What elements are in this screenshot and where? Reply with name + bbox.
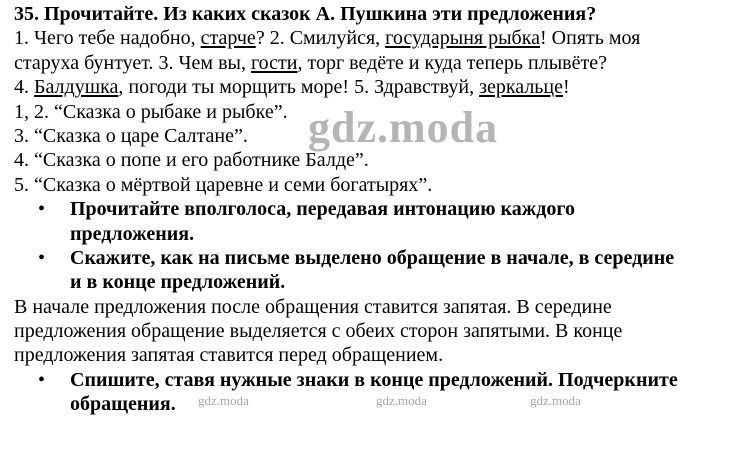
answer-line: 4. “Сказка о попе и его работнике Балде”. [14,149,369,172]
sentences-block [14,26,730,99]
task-text: предложения. [70,222,195,245]
sentence-text: старуха бунтует. 3. Чем вы, [14,51,251,74]
address-underlined: гости [250,51,298,74]
task-text: Спишите, ставя нужные знаки в конце предложений. Подчеркните [70,368,678,391]
sentence-text: ? 2. Смилуйся, [255,27,386,50]
bullet-dot: • [38,198,46,221]
answer-line: 5. “Сказка о мёртвой царевне и семи богатырях”. [14,173,433,196]
task-text: и в конце предложений. [70,271,286,294]
document [14,2,730,417]
watermark-small: gdz.moda [530,393,581,408]
rule-block [14,295,730,368]
task-item [14,368,730,417]
exercise-title: 35. Прочитайте. Из каких сказок А. Пушкина эти предложения? [14,3,597,25]
task-item [14,197,730,246]
bullet-dot: • [38,368,46,391]
bullet-dot: • [38,246,46,269]
watermark-small: gdz.moda [198,393,249,408]
address-underlined: зеркальце [479,76,564,99]
task-list-2 [14,368,730,417]
rule-line: предложения запятая ставится перед обращением. [14,344,444,367]
task-text: обращения. [70,393,176,416]
sentence-line [14,51,730,75]
rule-line: предложения обращение выделяется с обеих сторон запятыми. В конце [14,320,623,343]
task-text: Скажите, как на письме выделено обращение в начале, в середине [70,246,675,269]
sentence-text: 4. [14,76,34,99]
answer-line: 1, 2. “Сказка о рыбаке и рыбке”. [14,100,288,123]
answer-line: 3. “Сказка о царе Салтане”. [14,124,248,147]
sentence-text: ! Опять моя [540,27,641,50]
address-underlined: государыня рыбка [385,27,541,50]
sentence-text: 1. Чего тебе надобно, [14,27,201,50]
sentence-line [14,26,730,50]
sentence-text: , погоди ты морщить море! 5. Здравствуй, [118,76,480,99]
address-underlined: старче [200,27,256,50]
task-item [14,246,730,295]
watermark-small: gdz.moda [376,393,427,408]
address-underlined: Балдушка [34,76,119,99]
sentence-line [14,75,730,99]
rule-line: В начале предложения после обращения ставится запятая. В середине [14,295,612,318]
sentence-text: ! [563,76,570,99]
task-text: Прочитайте вполголоса, передавая интонацию каждого [70,198,575,221]
sentence-text: , торг ведёте и куда теперь плывёте? [297,51,607,74]
watermark: gdz.moda [308,103,499,152]
task-list-1 [14,197,730,295]
